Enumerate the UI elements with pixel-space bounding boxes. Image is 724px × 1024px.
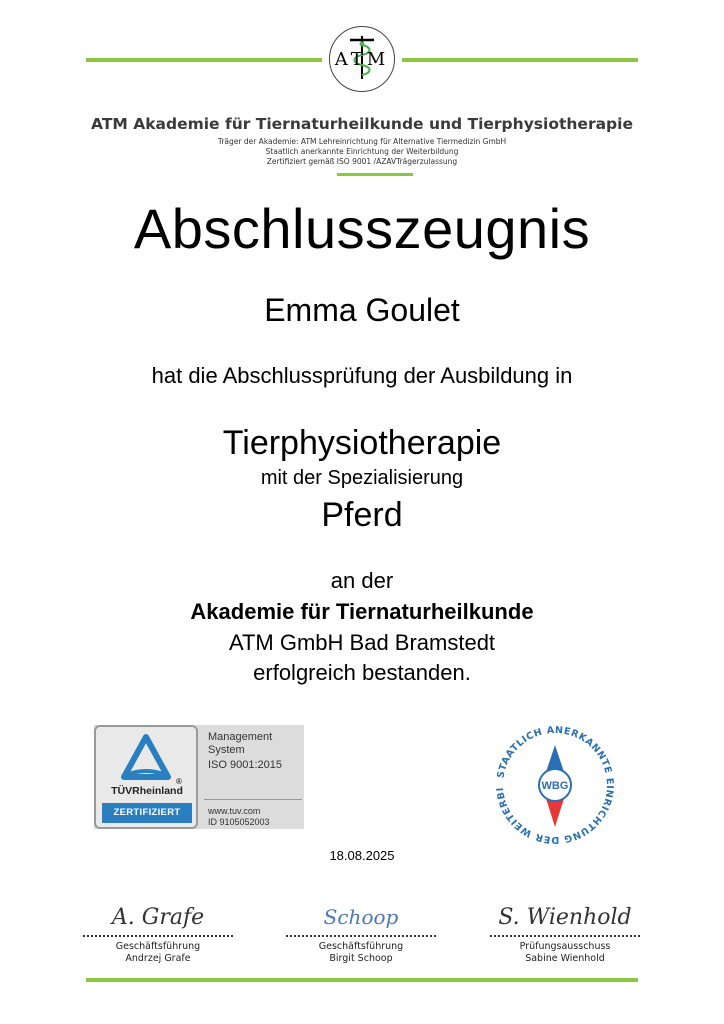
seal-center-text: WBG [541, 780, 569, 792]
company-name: ATM GmbH Bad Bramstedt [228, 630, 496, 655]
tuv-logo [94, 725, 198, 829]
tuv-system: System [208, 744, 245, 756]
document-title: Abschlusszeugnis [133, 197, 591, 260]
academy-name: Akademie für Tiernaturheilkunde [190, 599, 534, 624]
an-der-text: an der [330, 568, 394, 593]
signature-block-3 [490, 905, 640, 964]
academy-title: ATM Akademie für Tiernaturheilkunde und Tierphysiotherapie [91, 115, 633, 133]
tuv-certification-badge [94, 725, 304, 829]
tuv-web: www.tuv.com [208, 806, 261, 816]
header-rule-right [402, 58, 638, 62]
passed-text: erfolgreich bestanden. [253, 660, 471, 685]
recipient-name: Emma Goulet [264, 292, 460, 328]
wbg-seal-icon [485, 715, 625, 855]
course-name: Tierphysiotherapie [222, 424, 502, 462]
wbg-seal [485, 715, 625, 855]
tuv-management: Management [208, 731, 273, 743]
signature-block-2 [286, 905, 436, 964]
tuv-certified-label: ZERTIFIZIERT [102, 803, 192, 823]
lead-text: hat die Abschlussprüfung der Ausbildung in [151, 363, 573, 388]
logo-text: ATM [334, 49, 390, 70]
signature-1-name: Andrzej Grafe [125, 953, 191, 964]
signature-1-role: Geschäftsführung [115, 941, 201, 952]
sub-line-3: Zertifiziert gemäß ISO 9001 /AZAVTrägerzulassung [266, 157, 458, 166]
footer-rule [86, 978, 638, 982]
specialization-label: mit der Spezialisierung [260, 467, 464, 489]
header-rule-short [337, 173, 413, 176]
signature-line-1 [83, 935, 233, 937]
seal-ring-text: STAATLICH ANERKANNTE EINRICHTUNG DER WEITERBI [495, 724, 616, 846]
signature-2-role: Geschäftsführung [318, 941, 404, 952]
tuv-iso: ISO 9001:2015 [208, 759, 283, 771]
sub-line-1: Träger der Akademie: ATM Lehreinrichtung für Alternative Tiermedizin GmbH [217, 137, 507, 146]
tuv-divider [204, 799, 302, 800]
specialization: Pferd [321, 496, 403, 534]
signature-3-name: Sabine Wienhold [525, 953, 605, 964]
header-rule-left [86, 58, 322, 62]
signature-line-3 [490, 935, 640, 937]
tuv-brand: TÜVRheinland [111, 785, 183, 797]
signature-2-name: Birgit Schoop [329, 953, 393, 964]
signature-line-2 [286, 935, 436, 937]
atm-logo [329, 26, 395, 92]
signature-2: Schoop [323, 905, 399, 929]
sub-line-2: Staatlich anerkannte Einrichtung der Weiterbildung [265, 147, 459, 156]
signature-3-role: Prüfungsausschuss [519, 941, 611, 952]
signature-block-1 [83, 905, 233, 964]
signature-1: A. Grafe [111, 905, 205, 930]
issue-date: 18.08.2025 [329, 848, 395, 863]
tuv-registered-mark: ® [176, 777, 182, 786]
tuv-id: ID 9105052003 [208, 817, 270, 827]
signature-3: S. Wienhold [498, 905, 632, 930]
